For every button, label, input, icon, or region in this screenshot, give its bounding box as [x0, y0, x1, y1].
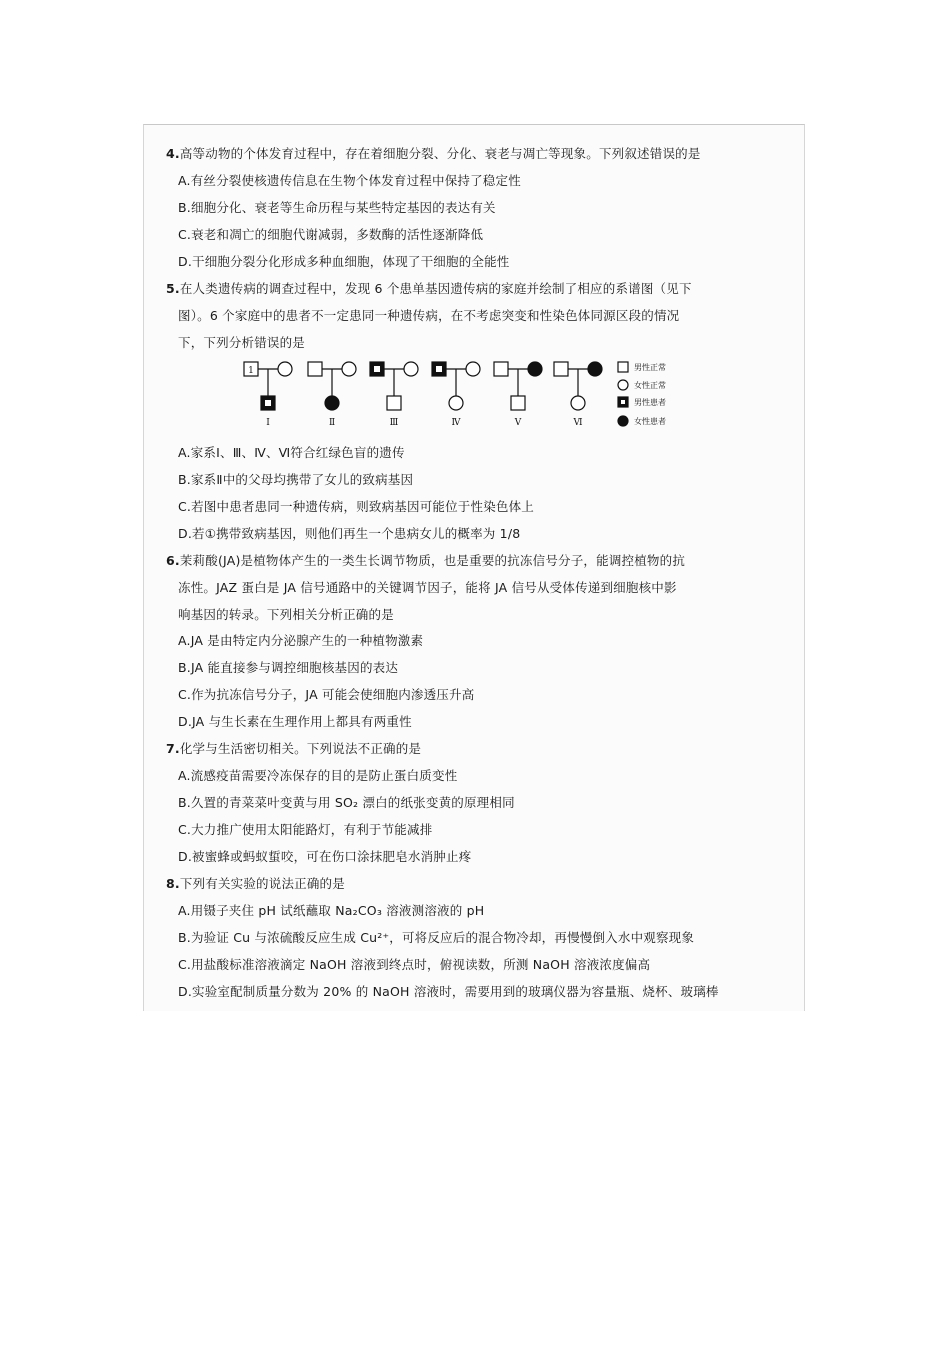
legend-female-normal-icon: [618, 380, 628, 390]
family-4: [432, 362, 480, 410]
question-6-text-line-3: 响基因的转录。下列相关分析正确的是: [178, 607, 394, 622]
question-5-option-b: B.家系Ⅱ中的父母均携带了女儿的致病基因: [178, 472, 414, 487]
mother-normal-icon: [278, 362, 292, 376]
question-6-option-c: C.作为抗冻信号分子，JA 可能会使细胞内渗透压升高: [178, 687, 475, 702]
question-8-option-d: D.实验室配制质量分数为 20% 的 NaOH 溶液时，需要用到的玻璃仪器为容量瓶、烧杯、玻璃棒: [178, 984, 719, 999]
question-6-option-b: B.JA 能直接参与调控细胞核基因的表达: [178, 660, 399, 675]
legend-label-male-affected: 男性患者: [634, 398, 666, 407]
son-normal-icon: [387, 396, 401, 410]
question-5-option-a: A.家系Ⅰ、Ⅲ、Ⅳ、Ⅵ符合红绿色盲的遗传: [178, 445, 405, 460]
question-5-text-line-2: 图）。6 个家庭中的患者不一定患同一种遗传病，在不考虑突变和性染色体同源区段的情况: [178, 308, 680, 323]
legend-label-female-normal: 女性正常: [634, 381, 666, 390]
family-2: [308, 362, 356, 410]
question-5-stem: [166, 281, 786, 297]
question-4-number: 4.: [166, 146, 180, 161]
question-5-option-c: C.若图中患者患同一种遗传病，则致病基因可能位于性染色体上: [178, 499, 535, 514]
legend-label-female-affected: 女性患者: [634, 417, 666, 426]
family-label-2: Ⅱ: [328, 418, 336, 428]
family-label-4: Ⅳ: [451, 418, 461, 428]
question-5-number: 5.: [166, 281, 180, 296]
question-8-number: 8.: [166, 876, 180, 891]
question-4-option-b: B.细胞分化、衰老等生命历程与某些特定基因的表达有关: [178, 200, 496, 215]
question-5-option-d: D.若①携带致病基因，则他们再生一个患病女儿的概率为 1/8: [178, 526, 521, 541]
family-label-1: Ⅰ: [266, 418, 270, 428]
family-label-6: Ⅵ: [573, 418, 583, 428]
question-8-option-b: B.为验证 Cu 与浓硫酸反应生成 Cu²⁺，可将反应后的混合物冷却，再慢慢倒入水中观察现象: [178, 930, 695, 945]
question-7-option-b: B.久置的青菜菜叶变黄与用 SO₂ 漂白的纸张变黄的原理相同: [178, 795, 515, 810]
question-8-stem: [166, 876, 786, 892]
legend-male-normal-icon: [618, 362, 628, 372]
family-5: [494, 362, 542, 410]
question-5-text-line-1: 在人类遗传病的调查过程中，发现 6 个患单基因遗传病的家庭并绘制了相应的系谱图（见下: [179, 281, 692, 296]
family-3: [370, 362, 418, 410]
question-6-option-a: A.JA 是由特定内分泌腺产生的一种植物激素: [178, 633, 424, 648]
question-6-option-d: D.JA 与生长素在生理作用上都具有两重性: [178, 714, 412, 729]
pedigree-marker-1: 1: [248, 366, 254, 376]
question-7-option-d: D.被蜜蜂或蚂蚁蜇咬，可在伤口涂抹肥皂水消肿止疼: [178, 849, 472, 864]
son-normal-icon: [511, 396, 525, 410]
question-4-option-c: C.衰老和凋亡的细胞代谢减弱，多数酶的活性逐渐降低: [178, 227, 484, 242]
family-label-5: Ⅴ: [514, 418, 522, 428]
question-4-text: 高等动物的个体发育过程中，存在着细胞分裂、分化、衰老与凋亡等现象。下列叙述错误的是: [179, 146, 701, 161]
question-7-option-a: A.流感疫苗需要冷冻保存的目的是防止蛋白质变性: [178, 768, 458, 783]
father-normal-icon: [554, 362, 568, 376]
family-6: [554, 362, 602, 410]
father-normal-icon: [494, 362, 508, 376]
question-4-option-a: A.有丝分裂使核遗传信息在生物个体发育过程中保持了稳定性: [178, 173, 521, 188]
question-4-stem: [166, 146, 786, 162]
pedigree-legend: [618, 362, 628, 426]
father-normal-icon: [308, 362, 322, 376]
mother-affected-icon: [588, 362, 602, 376]
question-5-text-line-3: 下，下列分析错误的是: [178, 335, 306, 350]
daughter-affected-icon: [325, 396, 339, 410]
question-7-stem: [166, 741, 786, 757]
legend-female-affected-icon: [618, 416, 628, 426]
question-7-option-c: C.大力推广使用太阳能路灯，有利于节能减排: [178, 822, 433, 837]
daughter-normal-icon: [449, 396, 463, 410]
pedigree-diagram: [236, 354, 706, 434]
daughter-normal-icon: [571, 396, 585, 410]
question-4-option-d: D.干细胞分裂分化形成多种血细胞，体现了干细胞的全能性: [178, 254, 510, 269]
question-8-text: 下列有关实验的说法正确的是: [179, 876, 345, 891]
mother-affected-icon: [528, 362, 542, 376]
question-6-text-line-2: 冻性。JAZ 蛋白是 JA 信号通路中的关键调节因子，能将 JA 信号从受体传递到细胞核中影: [178, 580, 677, 595]
question-7-text: 化学与生活密切相关。下列说法不正确的是: [179, 741, 422, 756]
question-6-number: 6.: [166, 553, 180, 568]
question-7-number: 7.: [166, 741, 180, 756]
question-6-text-line-1: 茉莉酸(JA)是植物体产生的一类生长调节物质，也是重要的抗冻信号分子，能调控植物的抗: [179, 553, 686, 568]
mother-normal-icon: [404, 362, 418, 376]
question-8-option-c: C.用盐酸标准溶液滴定 NaOH 溶液到终点时，俯视读数，所测 NaOH 溶液浓度偏高: [178, 957, 651, 972]
question-8-option-a: A.用镊子夹住 pH 试纸蘸取 Na₂CO₃ 溶液测溶液的 pH: [178, 903, 485, 918]
mother-normal-icon: [342, 362, 356, 376]
question-6-stem: [166, 553, 786, 569]
mother-normal-icon: [466, 362, 480, 376]
legend-label-male-normal: 男性正常: [634, 363, 666, 372]
family-label-3: Ⅲ: [389, 418, 399, 428]
